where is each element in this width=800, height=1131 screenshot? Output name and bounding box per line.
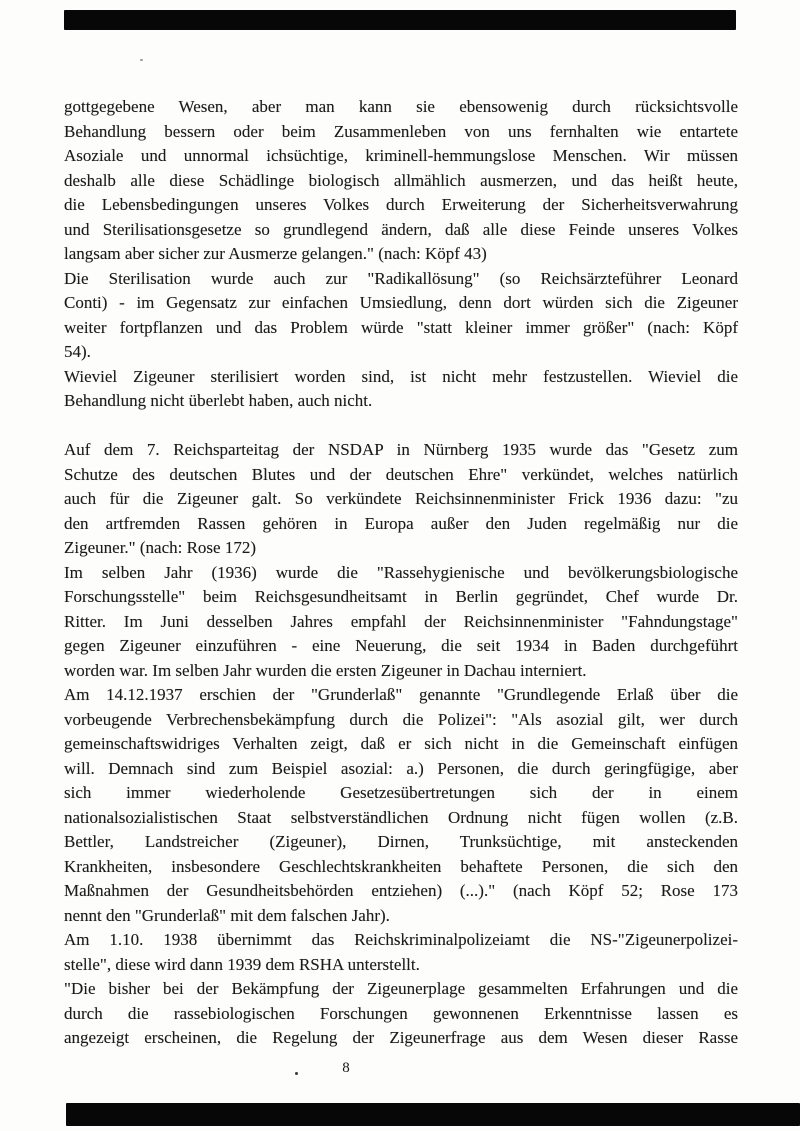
text-line: Behandlung bessern oder beim Zusammenleben von uns fernhalten wie entartete	[64, 121, 738, 141]
text-line: 54).	[64, 342, 91, 361]
text-line: Conti) - im Gegensatz zur einfachen Umsiedlung, denn dort würden sich die Zigeuner	[64, 293, 738, 312]
paragraph	[64, 977, 738, 1051]
text-line: Im selben Jahr (1936) wurde die "Rassehygienische und bevölkerungsbiologische	[64, 562, 738, 582]
text-line: angezeigt erscheinen, die Regelung der Zigeunerfrage aus dem Wesen dieser Rasse	[64, 1028, 738, 1047]
paragraph	[64, 95, 738, 267]
text-line: Zigeuner." (nach: Rose 172)	[64, 538, 256, 557]
text-line: gottgegebene Wesen, aber man kann sie ebensowenig durch rücksichtsvolle	[64, 97, 738, 116]
text-line: Auf dem 7. Reichsparteitag der NSDAP in Nürnberg 1935 wurde das "Gesetz zum	[64, 440, 738, 459]
scan-artifact-top-bar	[64, 10, 736, 30]
text-line: Wieviel Zigeuner sterilisiert worden sind, ist nicht mehr festzustellen. Wieviel die	[64, 366, 738, 386]
paragraph	[64, 365, 738, 414]
text-line: Forschungsstelle" beim Reichsgesundheitsamt in Berlin gegründet, Chef wurde Dr.	[64, 587, 738, 606]
text-line: Asoziale und unnormal ichsüchtige, kriminell-hemmungslose Menschen. Wir müssen	[64, 146, 738, 165]
text-line: vorbeugende Verbrechensbekämpfung durch die Polizei": "Als asozial gilt, wer durch	[64, 709, 738, 729]
text-line: Die Sterilisation wurde auch zur "Radikallösung" (so Reichsärzteführer Leonard	[64, 268, 738, 288]
text-line: den artfremden Rassen gehören in Europa außer den Juden regelmäßig nur die	[64, 513, 738, 533]
text-line: Am 1.10. 1938 übernimmt das Reichskriminalpolizeiamt die NS-"Zigeunerpolizei-	[64, 930, 738, 949]
text-line: nennt den "Grunderlaß" mit dem falschen Jahr).	[64, 905, 390, 925]
text-line: nationalsozialistischen Staat selbstverständlichen Ordnung nicht fügen wollen (z.B.	[64, 807, 738, 827]
body-text	[64, 95, 738, 1051]
page-number: 8	[342, 1060, 350, 1076]
text-line: langsam aber sicher zur Ausmerze gelangen." (nach: Köpf 43)	[64, 244, 487, 263]
scan-artifact-bottom-bar	[66, 1103, 800, 1126]
text-line: Am 14.12.1937 erschien der "Grunderlaß" genannte "Grundlegende Erlaß über die	[64, 685, 738, 704]
text-line: durch die rassebiologischen Forschungen gewonnenen Erkenntnisse lassen es	[64, 1003, 738, 1023]
paragraph	[64, 267, 738, 365]
text-line: worden war. Im selben Jahr wurden die ersten Zigeuner in Dachau interniert.	[64, 660, 587, 680]
text-line: gegen Zigeuner einzuführen - eine Neuerung, die seit 1934 in Baden durchgeführt	[64, 636, 738, 655]
text-line: Behandlung nicht überlebt haben, auch nicht.	[64, 391, 373, 410]
text-line: auch für die Zigeuner galt. So verkündete Reichsinnenminister Frick 1936 dazu: "zu	[64, 489, 738, 508]
text-line: Maßnahmen der Gesundheitsbehörden entziehen) (...)." (nach Köpf 52; Rose 173	[64, 881, 738, 900]
text-line: "Die bisher bei der Bekämpfung der Zigeunerplage gesammelten Erfahrungen und die	[64, 979, 738, 998]
text-line: weiter fortpflanzen und das Problem würde "statt kleiner immer größer" (nach: Köpf	[64, 317, 738, 337]
text-line: Schutze des deutschen Blutes und der deutschen Ehre" verkündet, welches natürlich	[64, 464, 738, 484]
ink-dot	[295, 1072, 298, 1075]
text-line: die Lebensbedingungen unseres Volkes durch Erweiterung der Sicherheitsverwahrung	[64, 195, 738, 214]
text-line: Ritter. Im Juni desselben Jahres empfahl der Reichsinnenminister "Fahndungstage"	[64, 611, 738, 631]
text-line: will. Demnach sind zum Beispiel asozial: a.) Personen, die durch geringfügige, aber	[64, 758, 738, 778]
text-line: deshalb alle diese Schädlinge biologisch allmählich ausmerzen, und das heißt heute,	[64, 170, 738, 190]
blank-line	[64, 414, 738, 439]
text-line: gemeinschaftswidriges Verhalten zeigt, daß er sich nicht in die Gemeinschaft einfügen	[64, 734, 738, 753]
paragraph	[64, 928, 738, 977]
paragraph	[64, 683, 738, 928]
text-line: Krankheiten, insbesondere Geschlechtskrankheiten behaftete Personen, die sich den	[64, 856, 738, 876]
paragraph	[64, 561, 738, 684]
scan-speck	[140, 59, 143, 61]
text-line: sich immer wiederholende Gesetzesübertretungen sich der in einem	[64, 783, 738, 802]
text-line: Bettler, Landstreicher (Zigeuner), Dirnen, Trunksüchtige, mit ansteckenden	[64, 832, 738, 851]
text-line: und Sterilisationsgesetze so grundlegend ändern, daß alle diese Feinde unseres Volkes	[64, 219, 738, 239]
paragraph	[64, 438, 738, 561]
text-line: stelle", diese wird dann 1939 dem RSHA unterstellt.	[64, 954, 420, 974]
